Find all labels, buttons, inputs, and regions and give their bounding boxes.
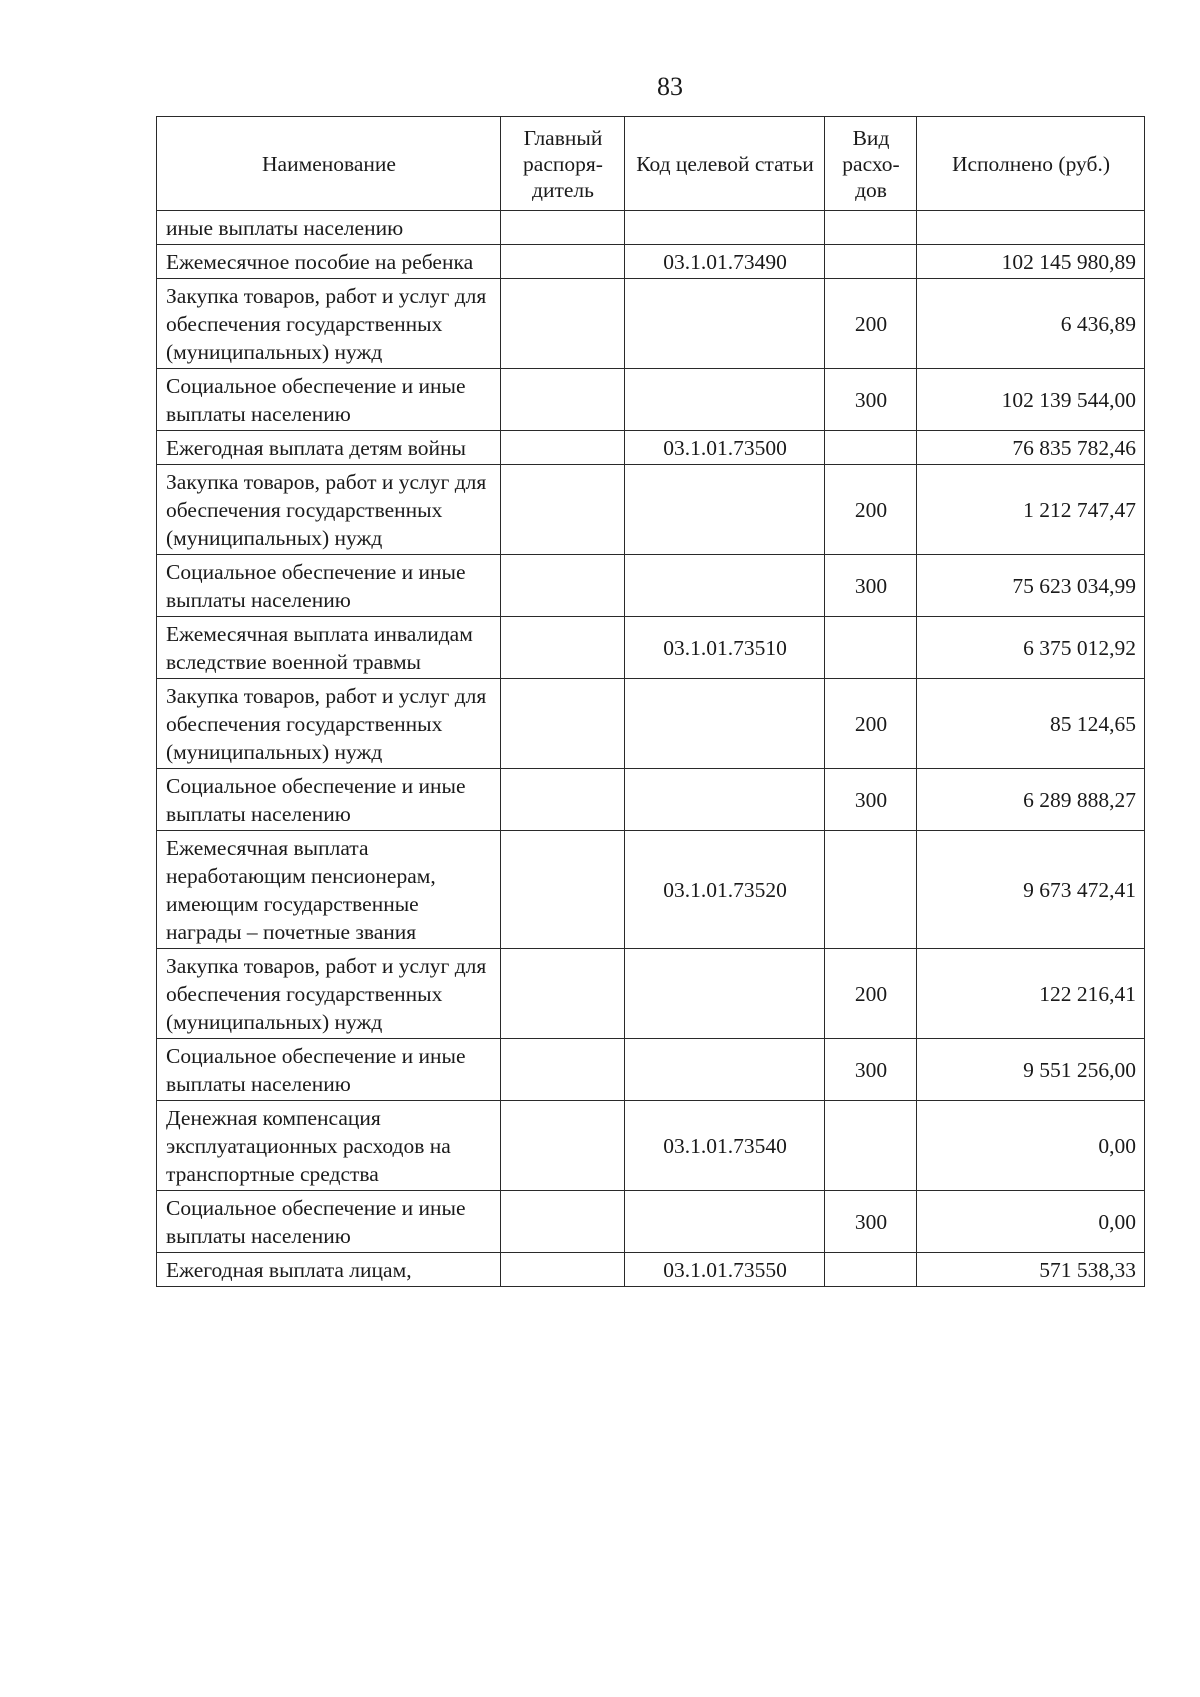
row-name: Денежная компенсация эксплуатационных расходов на транспортные средства: [157, 1101, 501, 1191]
row-code: 03.1.01.73490: [625, 245, 825, 279]
row-dispatcher: [501, 465, 625, 555]
row-type: 300: [825, 769, 917, 831]
row-code: [625, 555, 825, 617]
row-dispatcher: [501, 617, 625, 679]
row-amount: 75 623 034,99: [917, 555, 1145, 617]
row-dispatcher: [501, 769, 625, 831]
row-type: 300: [825, 1191, 917, 1253]
table-row: [157, 1101, 1145, 1191]
table-row: [157, 949, 1145, 1039]
row-dispatcher: [501, 279, 625, 369]
table-row: [157, 211, 1145, 245]
table-row: [157, 831, 1145, 949]
row-type: [825, 245, 917, 279]
table-row: [157, 465, 1145, 555]
row-dispatcher: [501, 1191, 625, 1253]
table-row: [157, 431, 1145, 465]
table-row: [157, 769, 1145, 831]
row-name: Ежемесячная выплата неработающим пенсионерам, имеющим государственные награды – почетные звания: [157, 831, 501, 949]
table-row: [157, 245, 1145, 279]
table-row: [157, 555, 1145, 617]
row-type: 200: [825, 679, 917, 769]
row-code: [625, 949, 825, 1039]
row-name: Ежегодная выплата лицам,: [157, 1253, 501, 1287]
row-amount: 1 212 747,47: [917, 465, 1145, 555]
row-name: Ежемесячная выплата инвалидам вследствие военной травмы: [157, 617, 501, 679]
row-code: 03.1.01.73550: [625, 1253, 825, 1287]
row-amount: [917, 211, 1145, 245]
row-amount: 0,00: [917, 1191, 1145, 1253]
row-name: Ежегодная выплата детям войны: [157, 431, 501, 465]
table-row: [157, 679, 1145, 769]
row-amount: 6 375 012,92: [917, 617, 1145, 679]
row-name: Социальное обеспечение и иные выплаты населению: [157, 555, 501, 617]
table-row: [157, 369, 1145, 431]
row-type: 200: [825, 279, 917, 369]
row-name: иные выплаты населению: [157, 211, 501, 245]
row-name: Социальное обеспечение и иные выплаты населению: [157, 769, 501, 831]
row-amount: 0,00: [917, 1101, 1145, 1191]
budget-execution-table: [156, 116, 1145, 1287]
table-row: [157, 1191, 1145, 1253]
row-name: Ежемесячное пособие на ребенка: [157, 245, 501, 279]
row-code: [625, 369, 825, 431]
row-dispatcher: [501, 369, 625, 431]
row-type: [825, 1253, 917, 1287]
row-type: [825, 617, 917, 679]
row-amount: 6 436,89: [917, 279, 1145, 369]
row-code: 03.1.01.73510: [625, 617, 825, 679]
header-type: Вид расхо-дов: [825, 117, 917, 211]
row-type: 300: [825, 369, 917, 431]
row-name: Социальное обеспечение и иные выплаты населению: [157, 369, 501, 431]
row-amount: 9 551 256,00: [917, 1039, 1145, 1101]
row-type: 200: [825, 949, 917, 1039]
row-amount: 9 673 472,41: [917, 831, 1145, 949]
row-name: Закупка товаров, работ и услуг для обеспечения государственных (муниципальных) нужд: [157, 679, 501, 769]
row-dispatcher: [501, 245, 625, 279]
row-code: [625, 1039, 825, 1101]
row-amount: 6 289 888,27: [917, 769, 1145, 831]
row-code: [625, 279, 825, 369]
row-code: 03.1.01.73540: [625, 1101, 825, 1191]
row-code: [625, 465, 825, 555]
row-type: [825, 211, 917, 245]
row-amount: 85 124,65: [917, 679, 1145, 769]
row-code: [625, 679, 825, 769]
row-dispatcher: [501, 831, 625, 949]
row-name: Закупка товаров, работ и услуг для обеспечения государственных (муниципальных) нужд: [157, 465, 501, 555]
row-amount: 76 835 782,46: [917, 431, 1145, 465]
header-dispatcher: Главный распоря-дитель: [501, 117, 625, 211]
row-dispatcher: [501, 431, 625, 465]
row-code: [625, 1191, 825, 1253]
header-row: [157, 117, 1145, 211]
row-name: Закупка товаров, работ и услуг для обеспечения государственных (муниципальных) нужд: [157, 949, 501, 1039]
row-type: 300: [825, 555, 917, 617]
row-dispatcher: [501, 1039, 625, 1101]
row-amount: 102 139 544,00: [917, 369, 1145, 431]
row-type: [825, 431, 917, 465]
table-row: [157, 617, 1145, 679]
row-dispatcher: [501, 949, 625, 1039]
header-code: Код целевой статьи: [625, 117, 825, 211]
row-code: 03.1.01.73520: [625, 831, 825, 949]
row-amount: 102 145 980,89: [917, 245, 1145, 279]
row-name: Социальное обеспечение и иные выплаты населению: [157, 1039, 501, 1101]
row-code: [625, 769, 825, 831]
table-row: [157, 279, 1145, 369]
row-dispatcher: [501, 211, 625, 245]
row-type: [825, 1101, 917, 1191]
header-name: Наименование: [157, 117, 501, 211]
row-dispatcher: [501, 555, 625, 617]
row-amount: 571 538,33: [917, 1253, 1145, 1287]
page-number: 83: [657, 72, 683, 101]
row-type: [825, 831, 917, 949]
header-amount: Исполнено (руб.): [917, 117, 1145, 211]
row-name: Закупка товаров, работ и услуг для обеспечения государственных (муниципальных) нужд: [157, 279, 501, 369]
row-type: 300: [825, 1039, 917, 1101]
row-amount: 122 216,41: [917, 949, 1145, 1039]
table-row: [157, 1253, 1145, 1287]
row-dispatcher: [501, 1253, 625, 1287]
row-type: 200: [825, 465, 917, 555]
row-code: 03.1.01.73500: [625, 431, 825, 465]
row-code: [625, 211, 825, 245]
row-dispatcher: [501, 1101, 625, 1191]
row-dispatcher: [501, 679, 625, 769]
table-row: [157, 1039, 1145, 1101]
row-name: Социальное обеспечение и иные выплаты населению: [157, 1191, 501, 1253]
